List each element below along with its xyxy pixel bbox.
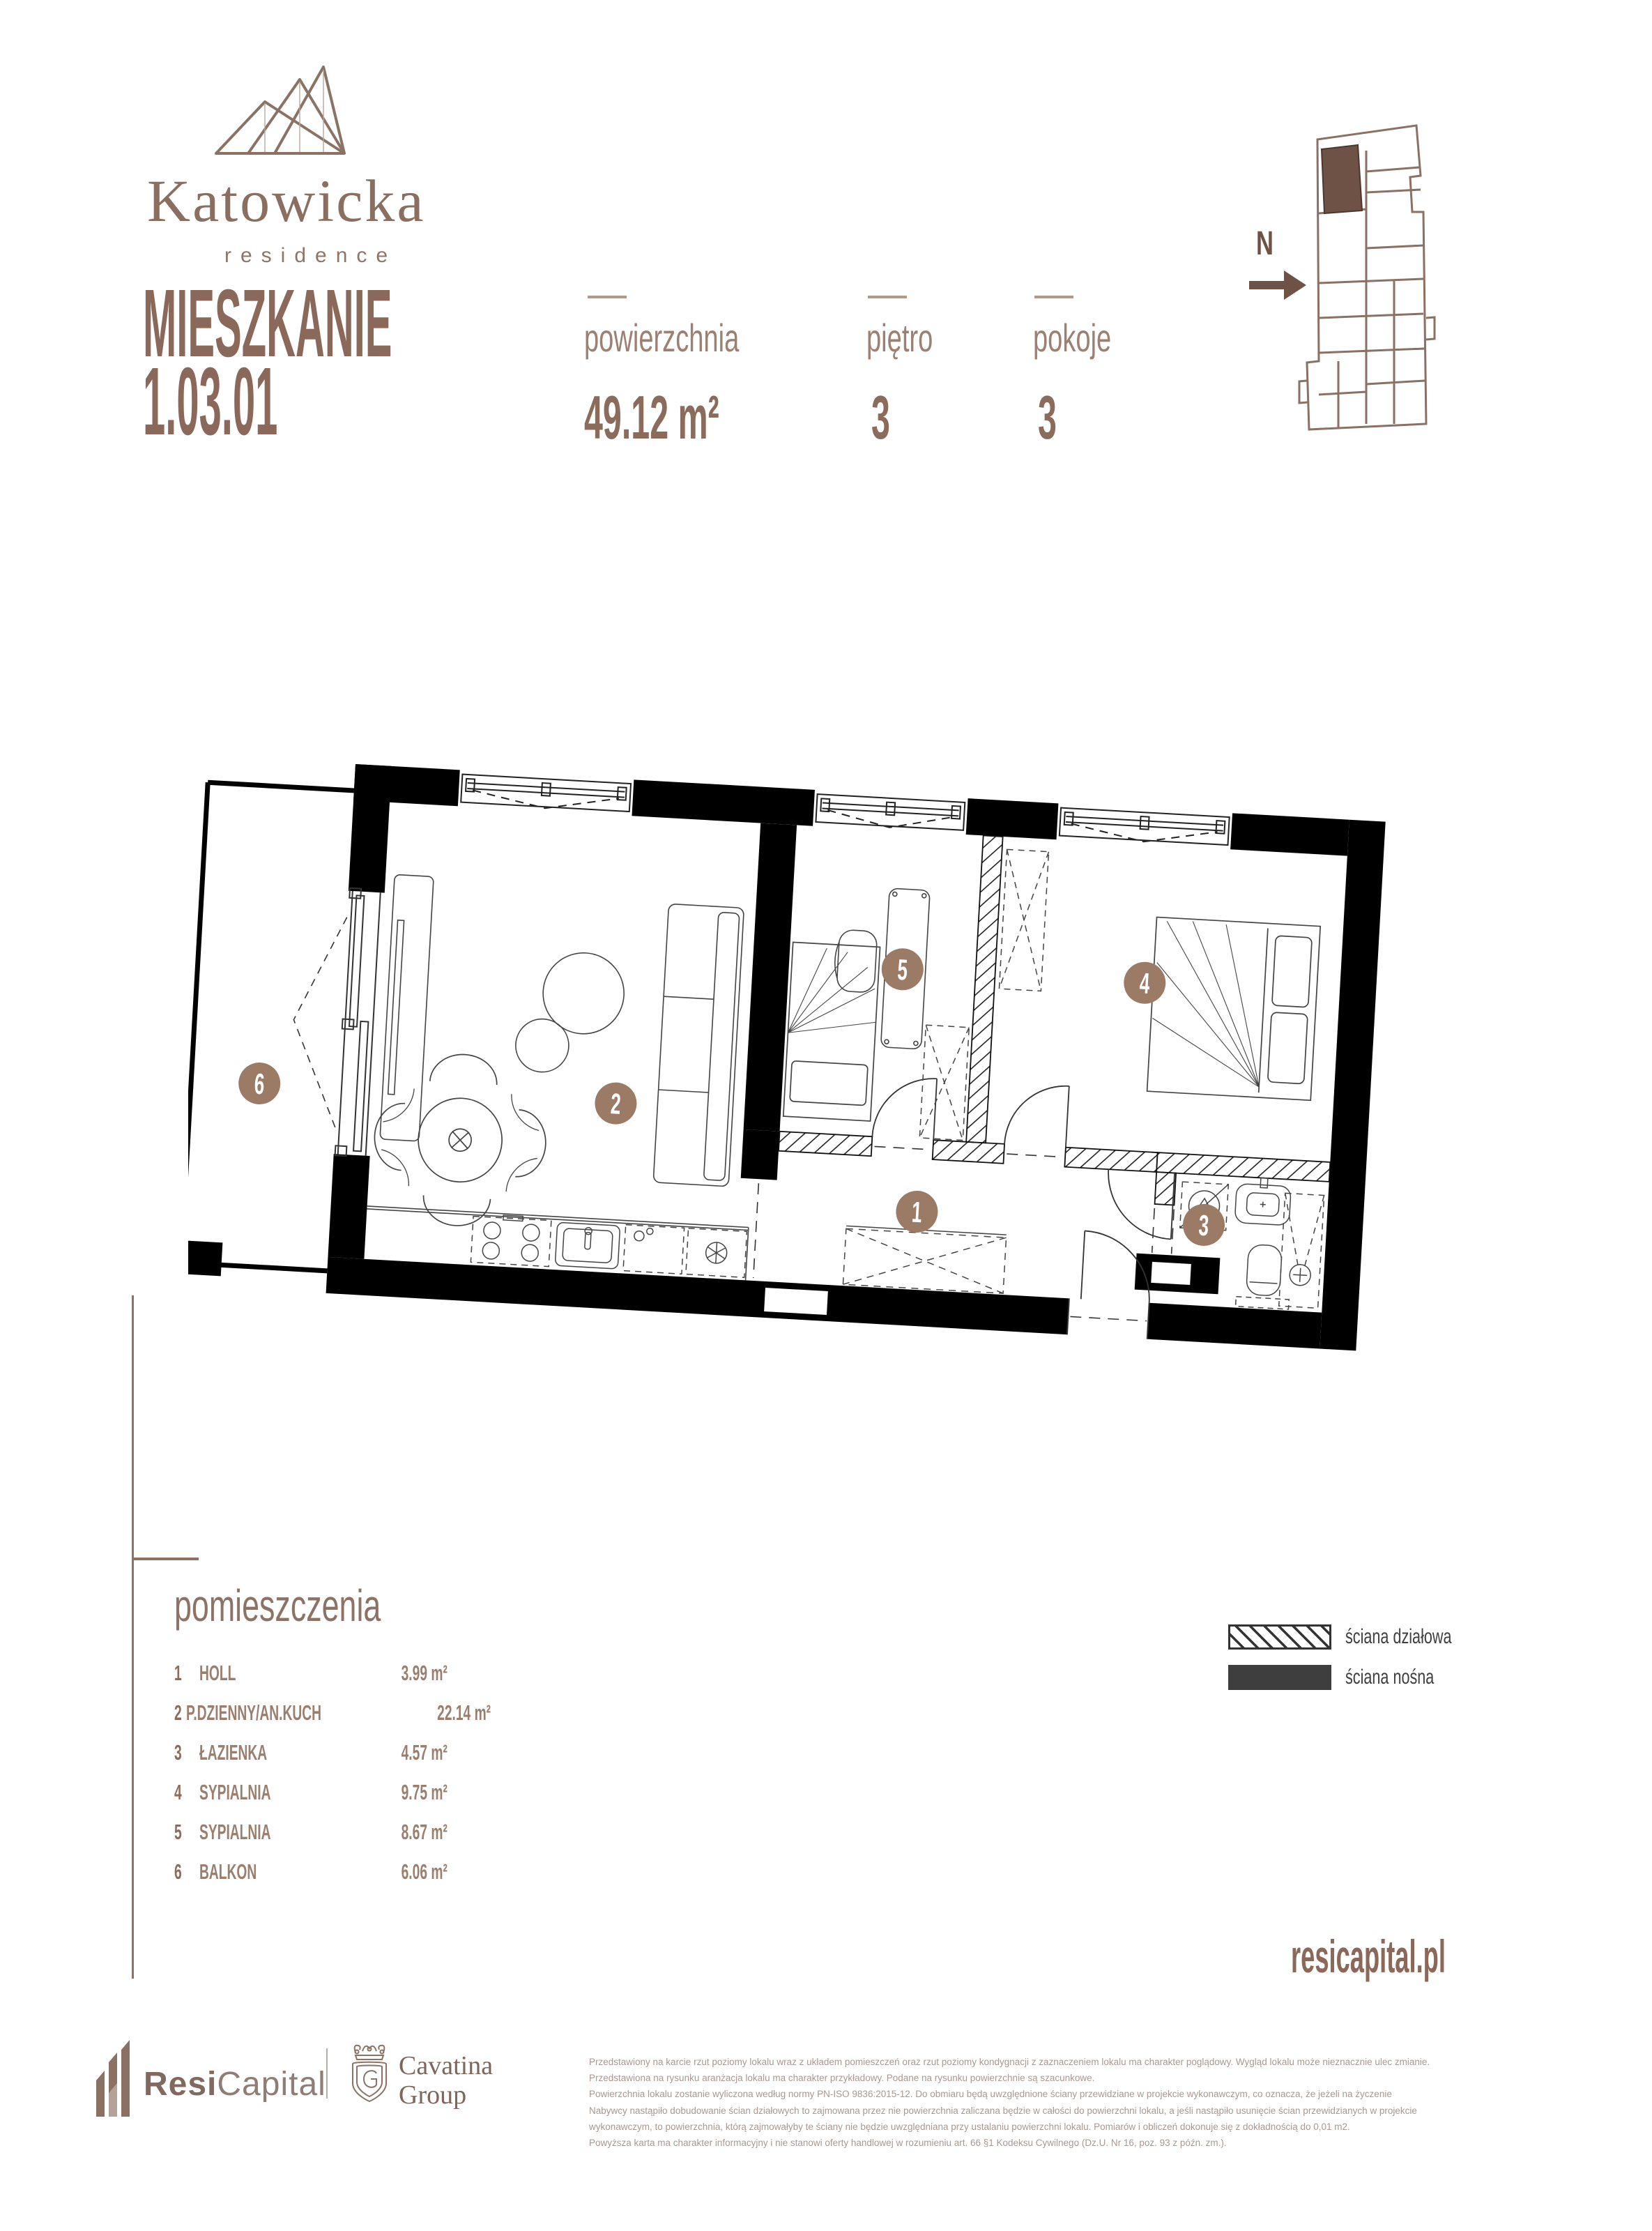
bed-double [1147, 917, 1321, 1101]
brand-subtitle: residence [224, 244, 397, 267]
vertical-rule [132, 1295, 134, 1979]
sofa [653, 904, 744, 1186]
room-marker-1: 1 [910, 1196, 923, 1229]
table-row: 3 ŁAZIENKA 4.57 m² [174, 1740, 448, 1765]
door-bedroom5 [872, 1075, 937, 1140]
balcony-door [286, 885, 381, 1157]
window-bedroom4 [1060, 808, 1230, 846]
floor-plan [188, 708, 1436, 1371]
building-key-plan [1297, 109, 1443, 443]
legal-text: Przedstawiony na karcie rzut poziomy lokalu wraz z układem pomieszczeń oraz rzut poziomy kondygnacji z zaznaczeniem lokalu ma charakter poglądowy. Wygląd lokalu może nieznacznie ulec zmianie. Przedstawiona na rysunku aranżacja lokalu ma charakter przykładowy. Podane na rysunku powierzchnie są szacunkowe. Powierzchnia lokalu zostanie wyliczona według normy PN-ISO 9836:2015-12. Do obmiaru będą uwzględnione ściany przewidziane w projekcie wykonawczym, co oznacza, że jeżeli na życzenie Nabywcy nastąpiło dobudowanie ścian działowych to zajmowana przez nie powierzchnia zaliczana będzie w całości do powierzchni lokalu, a jeśli nastąpiło usunięcie ścian przewidzianych w projekcie wykonawczym, to powierzchnia, którą zajmowałyby te ściany nie będzie uwzględniana przy ustalaniu powierzchni lokalu. Pomiarów i obliczeń dokonuje się z dokładnością do 0,01 m2. Powyższa karta ma charakter informacyjny i nie stanowi oferty handlowej w rozumieniu art. 66 §1 Kodeksu Cywilnego (Dz.U. Nr 16, poz. 93 z późn. zm.). [589, 2057, 1430, 2149]
kitchen-sink [555, 1222, 620, 1269]
room-marker-2: 2 [609, 1087, 622, 1121]
floor-label: piętro [866, 316, 933, 360]
window-bedroom5 [816, 794, 965, 832]
unit-number: 1.03.01 [143, 348, 278, 455]
column-rule-floor [868, 296, 907, 298]
cabinet-bedroom5 [919, 1025, 969, 1140]
bed-single [783, 942, 880, 1121]
hall-wardrobe [843, 1226, 1006, 1293]
room-marker-5: 5 [896, 953, 909, 987]
cavatina-wordmark: Cavatina Group [399, 2051, 494, 2110]
room-marker-4: 4 [1138, 967, 1151, 1000]
room-marker-6: 6 [253, 1067, 266, 1102]
rooms-table [174, 1661, 491, 1899]
website-link[interactable]: resicapital.pl [1291, 1931, 1446, 1982]
shower [1279, 1193, 1324, 1308]
column-rule-area [588, 296, 627, 298]
rooms-label: pokoje [1033, 316, 1112, 360]
brand-name: Katowicka [147, 167, 426, 234]
highlighted-unit [1322, 145, 1362, 213]
legend-partition-label: ściana działowa [1345, 1625, 1452, 1648]
brand-mountains-icon [208, 60, 350, 166]
cavatina-logo-icon [347, 2040, 392, 2104]
room-marker-3: 3 [1198, 1209, 1210, 1242]
footer-divider [326, 2048, 328, 2099]
north-label: N [1256, 225, 1274, 262]
area-label: powierzchnia [584, 316, 740, 360]
partition-walls [777, 825, 1347, 1213]
door-bedroom4 [1004, 1083, 1069, 1148]
toilet [1236, 1244, 1292, 1309]
tv-sideboard [380, 874, 434, 1141]
window-living [461, 775, 631, 813]
title-mieszkanie: MIESZKANIE [143, 270, 392, 377]
legend-bearing-swatch [1228, 1665, 1331, 1690]
rooms-value: 3 [1038, 383, 1057, 452]
floor-value: 3 [871, 383, 890, 452]
stove [471, 1213, 551, 1266]
column-rule-rooms [1034, 296, 1073, 298]
balcony-outline [188, 782, 354, 1271]
resicapital-wordmark: ResiCapital [144, 2066, 326, 2103]
area-value: 49.12 m² [584, 383, 719, 452]
legend-partition-swatch [1228, 1624, 1331, 1650]
wardrobe-column [999, 849, 1048, 991]
load-bearing-walls [326, 764, 1386, 1350]
legend-bearing-label: ściana nośna [1345, 1666, 1435, 1689]
table-row: 2 P.DZIENNY/AN.KUCH 22.14 m² [174, 1700, 491, 1725]
coffee-tables [514, 950, 626, 1076]
table-row: 5 SYPIALNIA 8.67 m² [174, 1820, 448, 1844]
desk-chair [833, 929, 877, 993]
table-row: 1 HOLL 3.99 m² [174, 1661, 448, 1685]
table-row: 4 SYPIALNIA 9.75 m² [174, 1780, 448, 1804]
resicapital-logo-icon [96, 2040, 138, 2117]
table-row: 6 BALKON 6.06 m² [174, 1859, 448, 1884]
horizontal-rule [132, 1558, 199, 1560]
fridge [686, 1228, 747, 1278]
bathroom-sink [1234, 1177, 1292, 1226]
rooms-heading: pomieszczenia [174, 1581, 381, 1631]
dishwasher [623, 1225, 684, 1274]
